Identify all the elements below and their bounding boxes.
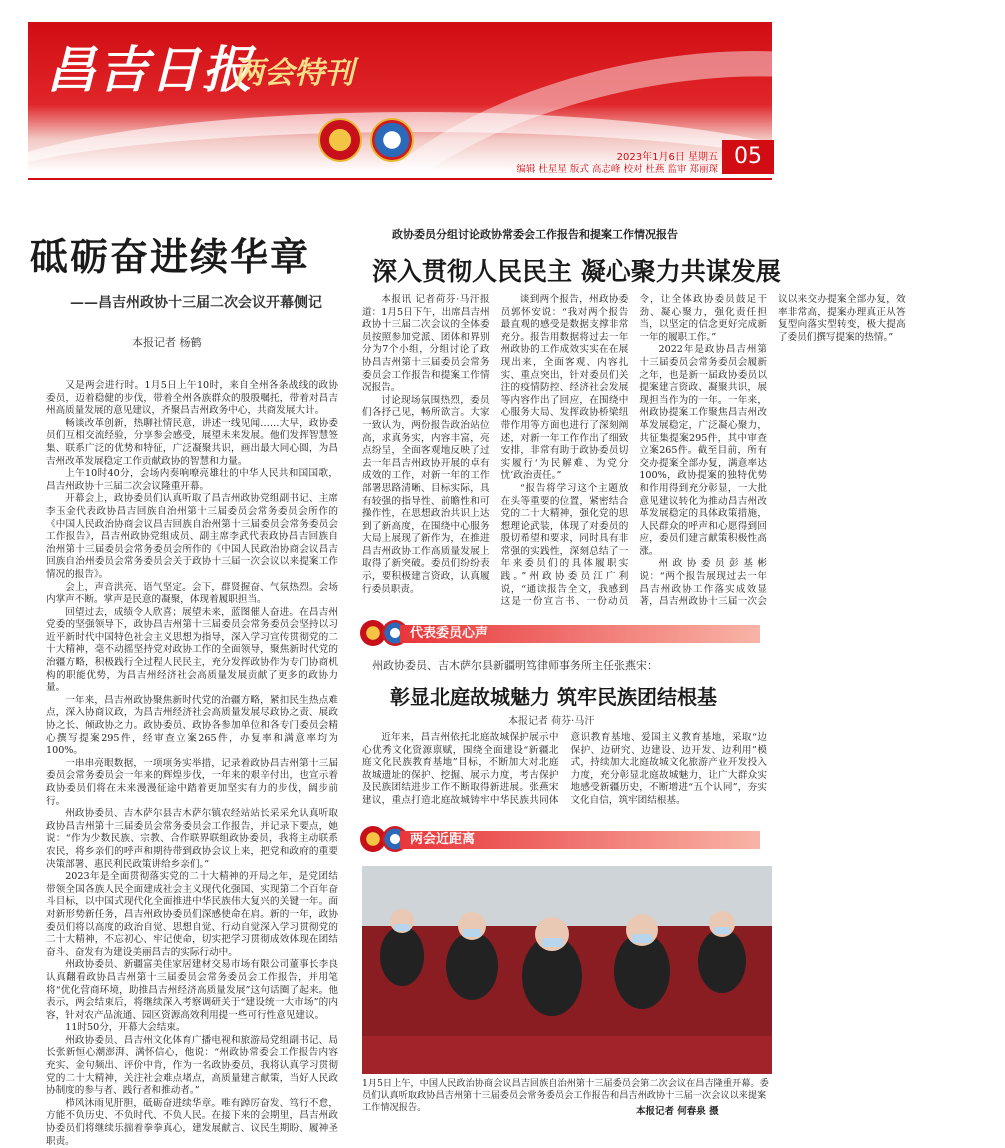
paragraph: 回望过去，成绩令人欣喜；展望未来，蓝图催人奋进。在昌吉州党委的坚强领导下，政协昌吉州第十三届委员会常务委员会坚持以习近平新时代中国特色社会主义思想为指导，深入学习宣传贯彻党的二十大精神，毫不动摇坚持党对政协工作的全面领导，聚焦新时代党的治疆方略，积极践行全过程人民民主，充分发挥政协作为专门协商机构的职能优势，为昌吉州经济社会高质量发展贡献了更多的政协力量。 bbox=[46, 606, 338, 694]
paragraph: 栉风沐雨见肝胆，砥砺奋进续华章。唯有踔厉奋发、笃行不怠，方能不负历史、不负时代、不负人民。在接下来的会期里，昌吉州政协委员们将继续乐揣着拳拳真心，建发展献言、议民生期盼、履神圣职责。 bbox=[46, 1097, 338, 1147]
paragraph: 本报讯 记者荷芬·马汗报道：1月5日下午，出席昌吉州政协十三届二次会议的全体委员按照参加党派、团体和界别分为7个小组，分组讨论了政协昌吉州第十三届委员会常务委员会工作报告和提案工作情况报告。 bbox=[362, 294, 490, 394]
paper-name: 昌吉日报 bbox=[46, 40, 254, 99]
paragraph: 州政协委员彭基彬说：“两个报告展现过去一年昌吉州政协工作落实成效显著，昌吉州政协十三届一次会议以来交办提案全部办复，效率非常高，提案办理真正从答复型向落实型转变，极大提高了委员们撰写提案的热情。” bbox=[639, 294, 906, 608]
photo-credit: 本报记者 何春泉 摄 bbox=[636, 1106, 719, 1117]
photo-caption: 1月5日上午，中国人民政治协商会议昌吉回族自治州第十三届委员会第二次会议在昌吉隆重开幕。委员们认真听取政协昌吉州第十三届委员会常务委员会工作报告和昌吉州政协十三届一次会议以来提案工作情况报告。 bbox=[362, 1078, 769, 1113]
paragraph: 开幕会上，政协委员们认真听取了昌吉州政协党组副书记、主席李玉金代表政协昌吉回族自治州第十三届委员会常务委员会所作的《中国人民政治协商会议昌吉回族自治州第十三届委员会常务委员会工作报告》，昌吉州政协党组成员、副主席李武代表政协昌吉回族自治州第十三届委员会常务委员会所作的《中国人民政治协商会议昌吉回族自治州委员会常务委员会关于政协十三届一次会议以来提案工作情况的报告》。 bbox=[46, 493, 338, 580]
section-banner-label: 两会近距离 bbox=[400, 831, 760, 849]
right-article-title: 深入贯彻人民民主 凝心聚力共谋发展 bbox=[372, 257, 781, 286]
paragraph: 一年来，昌吉州政协聚焦新时代党的治疆方略，紧扣民生热点难点，深入协商议政，为昌吉州经济社会高质量发展尽政协之责、展政协之长、倾政协之力。政协委员、政协各参加单位和各专门委员会精心撰写提案295件，经审查立案265件，办复率和满意率均为100%。 bbox=[46, 694, 338, 757]
paragraph: 州政协委员、新疆富美佳家居建材交易市场有限公司董事长李良认真翻看政协昌吉州第十三届委员会常务委员会工作报告，并用笔将“优化营商环境，助推昌吉州经济高质量发展”这句话圈了起来。他表示，两会结束后，将继续深入考察调研关于“建设统一大市场”的内容，针对农产品流通、园区资源高效利用提一些可行性意见建议。 bbox=[46, 959, 338, 1021]
section-banner-label: 代表委员心声 bbox=[400, 625, 760, 643]
voice-article-body bbox=[362, 732, 767, 817]
meeting-photo bbox=[362, 866, 772, 1074]
cppcc-emblem-icon bbox=[370, 118, 414, 162]
section-banner-photo bbox=[360, 826, 770, 852]
paragraph: 11时50分，开幕大会结束。 bbox=[65, 1022, 186, 1034]
paragraph: 会上，声音洪亮、语气坚定。会下，群贤握奋、气氛热烈。会场内掌声不断。掌声是民意的凝聚，体现着履职担当。 bbox=[46, 581, 338, 606]
national-emblem-icon bbox=[318, 118, 362, 162]
main-article-title: 砥砺奋进续华章 bbox=[30, 235, 311, 279]
paragraph: “报告将学习这个主题放在头等重要的位置，紧密结合党的二十大精神，强化党的思想理论武装，体现了对委员的殷切希望和要求，同时具有非常强的实践性，深刻总结了一年来委员们的具体履职实践。”州政协委员江广利说，“通读报告全文，我感到这是一份宣言书、一份动员令，让全体政协委员鼓足干劲、凝心聚力，强化责任担当，以坚定的信念更好完成新一年的履职工作。” bbox=[500, 294, 767, 608]
page-number: 05 bbox=[722, 140, 774, 174]
paragraph: 谈到两个报告，州政协委员郭怀安说：“我对两个报告最直观的感受是数据支撑非常充分。报告用数据将过去一年州政协的工作成效实实在在展现出来，全面客观、内容扎实、重点突出，针对委员们关注的疫情防控、经济社会发展等内容作出了回应，在围绕中心服务大局、发挥政协桥梁纽带作用等方面也进行了深刻阐述，对新一年工作作出了细致安排，非常有助于政协委员切实履行‘为民解难、为党分忧’政治责任。” bbox=[500, 294, 629, 482]
right-article-kicker: 政协委员分组讨论政协常委会工作报告和提案工作情况报告 bbox=[392, 228, 678, 241]
right-article-body bbox=[362, 294, 906, 609]
section-banner-voice bbox=[360, 620, 770, 646]
issue-date: 2023年1月6日 星期五 bbox=[616, 152, 718, 163]
editor-credits: 编辑 杜星星 版式 高志峰 校对 杜燕 监审 郑丽琛 bbox=[516, 164, 718, 175]
meeting-photo-illustration bbox=[362, 866, 772, 1074]
paragraph: 讨论现场氛围热烈，委员们各抒己见，畅所欲言。大家一致认为，两份报告政治站位高，求真务实，内容丰富，亮点纷呈，全面客观地反映了过去一年昌吉州政协开展的卓有成效的工作，对新一年的工作部署思路清晰、目标实际，具有较强的指导性、前瞻性和可操作性，在思想政治共识上达到了新高度，在围绕中心服务大局上展现了新作为，在推进昌吉州政协工作高质量发展上取得了新突破。委员们纷纷表示，要积极建言资政，认真履行委员职责。 bbox=[362, 394, 490, 595]
paragraph: 畅谈改革创新，热聊社情民意，讲述一线见闻……大早，政协委员们互相交流经验，分享参会感受，展望未来发展。他们发挥智慧签集、联系广泛的优势和特征，广泛凝聚共识，画出最大同心圆，为昌吉州改革发展稳定工作贡献政协的智慧和力量。 bbox=[46, 417, 338, 467]
voice-article-title: 彰显北庭故城魅力 筑牢民族团结根基 bbox=[390, 685, 717, 709]
header-divider bbox=[28, 178, 772, 180]
main-article-byline: 本报记者 杨鹤 bbox=[132, 336, 202, 349]
paragraph: 一串串亮眼数据，一项项务实举措，记录着政协昌吉州第十三届委员会常务委员会一年来的辉煌步伐，一年来的艰辛付出，也宣示着政协委员们将在未来漫漫征途中踏着更加坚实有力的步伐，阔步前行。 bbox=[46, 757, 338, 807]
main-article-body bbox=[46, 380, 338, 1147]
paragraph: 近年来，昌吉州依托北庭故城保护展示中心优秀文化资源禀赋，围绕全面建设“新疆北庭文化民族教育基地”目标，不断加大对北庭故城遗址的保护、挖掘、展示力度，考古保护及民族团结进步工作不断取得新进展。张燕宋建议，重点打造北庭故城铸牢中华民族共同体意识教育基地、爱国主义教育基地，采取“边保护、边研究、边建设、边开发、边利用”模式，持续加大北庭故城文化旅游产业开发投入力度，充分彰显北庭故城魅力，让广大群众实地感受新疆历史，不断增进“五个认同”，夯实文化自信，筑牢团结根基。 bbox=[362, 732, 767, 806]
voice-article-byline: 本报记者 荷芬·马汗 bbox=[508, 716, 595, 727]
voice-article-kicker: 州政协委员、吉木萨尔县新疆明笃律师事务所主任张燕宋： bbox=[372, 659, 658, 672]
main-article-subtitle: ——昌吉州政协十三届二次会议开幕侧记 bbox=[70, 295, 322, 311]
paragraph: 上午10时40分，会场内奏响嘹亮雄壮的中华人民共和国国歌，昌吉州政协十三届二次会议隆重开幕。 bbox=[46, 468, 338, 492]
paragraph: 州政协委员、昌吉州文化体育广播电视和旅游局党组副书记、局长张新恒心潮澎湃、满怀信心，他说：“州政协常委会工作报告内容充实、金句频出、评价中肯，作为一名政协委员，我将认真学习贯彻党的二十大精神，关注社会难点堵点，高质量建言献策，当好人民政协制度的参与者、践行者和推动者。” bbox=[46, 1034, 338, 1097]
paragraph: 2023年是全面贯彻落实党的二十大精神的开局之年，是党团结带领全国各族人民全面建成社会主义现代化强国、实现第二个百年奋斗目标，以中国式现代化全面推进中华民族伟大复兴的关键一年。面对新形势新任务，昌吉州政协委员们深感使命在肩。新的一年，政协委员们将以高度的政治自觉、思想自觉、行动自觉深入学习贯彻党的二十大精神，不忘初心、牢记使命，切实把学习贯彻成效体现在团结奋斗、奋发有为建设美丽昌吉的实际行动中。 bbox=[46, 871, 338, 958]
paragraph: 2022年是政协昌吉州第十三届委员会常务委员会履新之年，也是新一届政协委员以提案建言资政、凝聚共识，展现担当作为的一年。一年来，州政协提案工作聚焦昌吉州改革发展稳定，广泛凝心聚力，共征集提案295件，其中审查立案265件。截至目前，所有交办提案全部办复，满意率达100%，政协提案的独特优势和作用得到充分彰显，一大批意见建议转化为推动昌吉州改革发展稳定的具体政策措施，人民群众的呼声和心愿得到回应，委员们建言献策积极性高涨。 bbox=[639, 344, 767, 557]
special-edition-label: 两会特刊 bbox=[234, 56, 354, 91]
paragraph: 州政协委员、吉木萨尔县吉木萨尔镇农经站站长采采允认真听取政协昌吉州第十三届委员会常务委员会工作报告，并记录下要点，她说：“作为少数民族、宗教、合作联界联组政协委员，我将主动联系农民，将乡亲们的呼声和期待带到政协会议上来，把党和政府的重要决策部署、惠民利民政策讲给乡亲们。” bbox=[46, 808, 338, 870]
paragraph: 又是两会进行时。1月5日上午10时，来自全州各条战线的政协委员，迈着稳健的步伐，带着全州各族群众的殷殷嘱托，带着对昌吉州高质量发展的意见建议，齐聚昌吉州政务中心，共商发展大计。 bbox=[46, 380, 338, 417]
